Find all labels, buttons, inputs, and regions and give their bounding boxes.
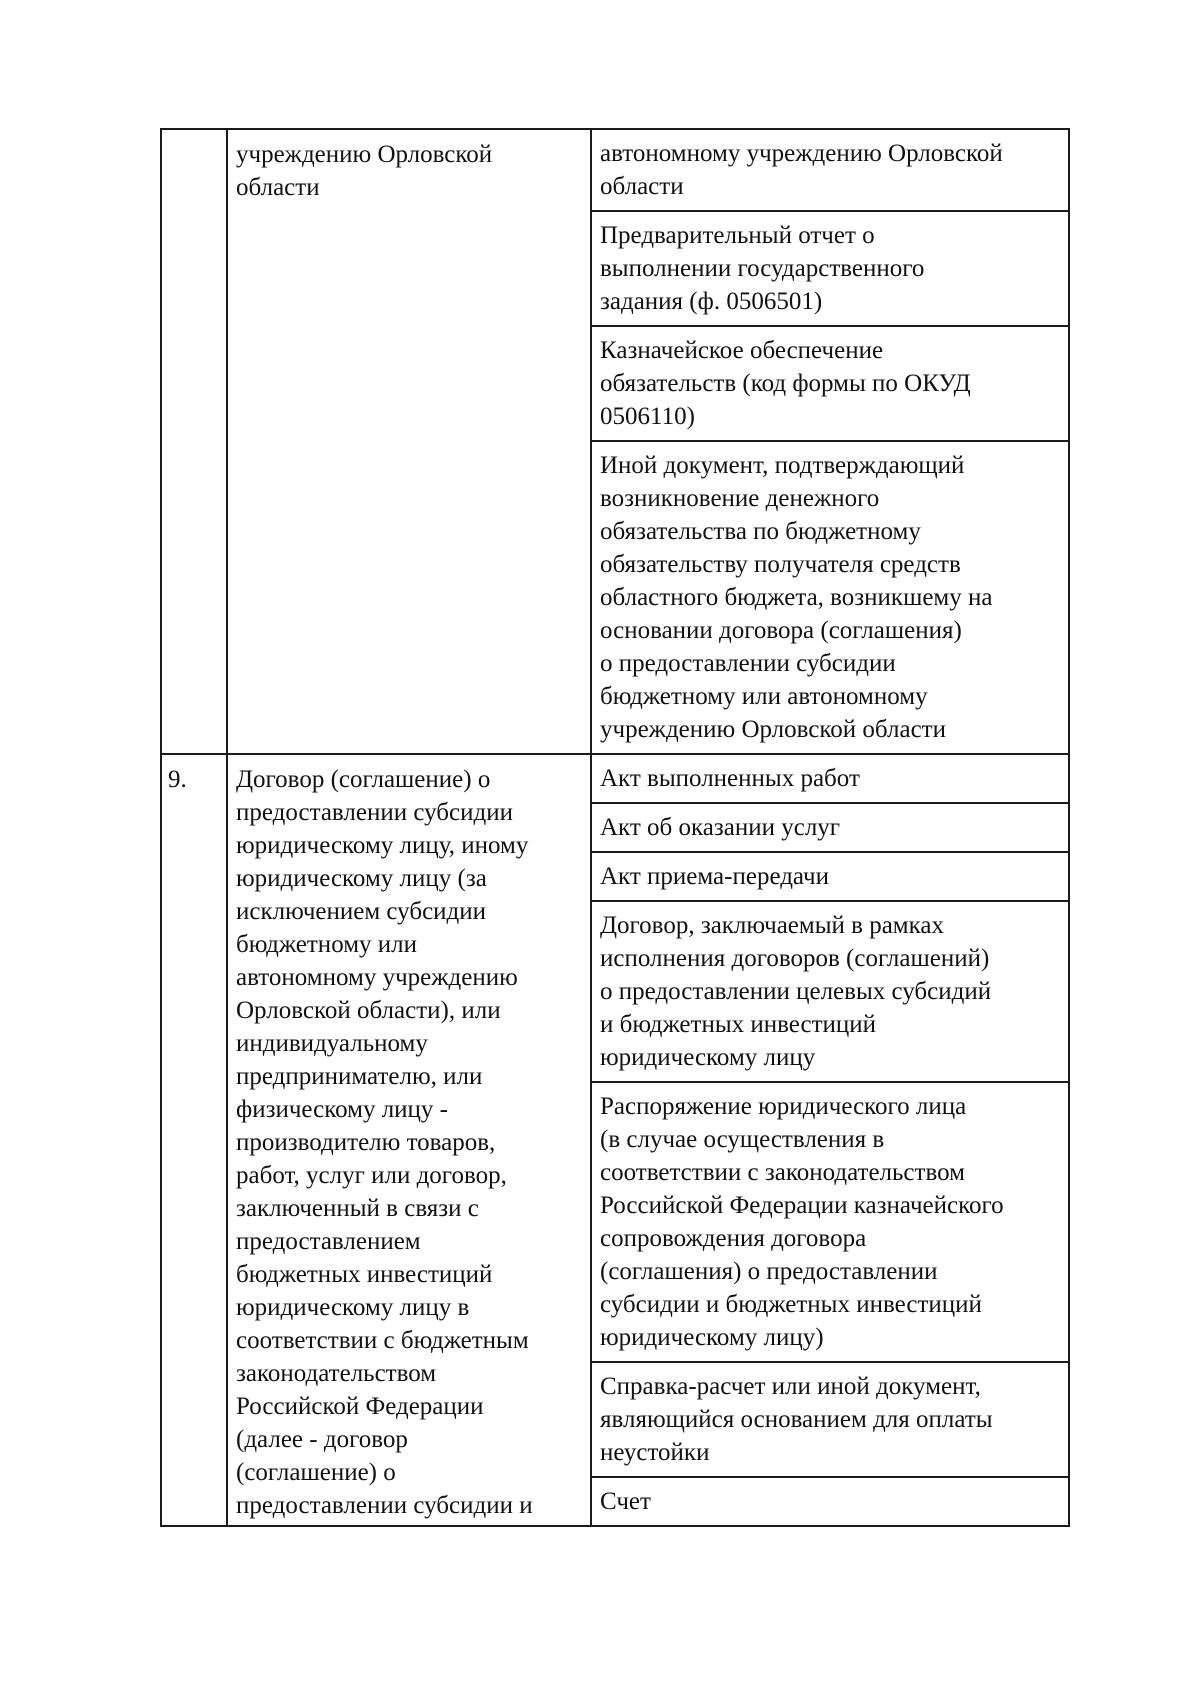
text-line: о предоставлении субсидии	[600, 650, 896, 677]
text-line: предпринимателю, или	[236, 1063, 483, 1090]
text-line: Предварительный отчет о	[600, 222, 875, 249]
text-line: области	[236, 174, 320, 201]
document-cell	[591, 1082, 1069, 1362]
text-line: автономному учреждению	[236, 964, 518, 991]
text-line: соответствии с законодательством	[600, 1159, 965, 1186]
text-line: предоставлением	[236, 1228, 421, 1255]
text-line: учреждению Орловской области	[600, 716, 946, 743]
text-line: возникновение денежного	[600, 485, 880, 512]
text-line: физическому лицу -	[236, 1096, 448, 1123]
text-line: являющийся основанием для оплаты	[600, 1406, 993, 1433]
agreement-name	[228, 755, 590, 1522]
table-row	[161, 754, 1069, 803]
text-line: соответствии с бюджетным	[236, 1327, 529, 1354]
document-cell	[591, 754, 1069, 803]
text-line: обязательству получателя средств	[600, 551, 961, 578]
text-line: юридическому лицу (за	[236, 865, 487, 892]
text-line: сопровождения договора	[600, 1225, 867, 1252]
text-line: области	[600, 173, 684, 200]
document-cell	[591, 1362, 1069, 1477]
row-number	[162, 130, 226, 138]
document-type	[592, 1363, 1068, 1476]
text-line: Договор (соглашение) о	[236, 766, 491, 793]
text-line: Счет	[600, 1488, 651, 1515]
document-type	[592, 1478, 1068, 1525]
text-line: учреждению Орловской	[236, 141, 493, 168]
text-line: бюджетному или автономному	[600, 683, 928, 710]
text-line: субсидии и бюджетных инвестиций	[600, 1291, 982, 1318]
text-line: областного бюджета, возникшему на	[600, 584, 993, 611]
document-cell	[591, 1477, 1069, 1526]
document-cell	[591, 129, 1069, 211]
document-type	[592, 853, 1068, 900]
agreement-name-cell	[227, 754, 591, 1526]
agreement-name-cell	[227, 129, 591, 754]
document-cell	[591, 803, 1069, 852]
text-line: юридическому лицу)	[600, 1324, 824, 1351]
text-line: юридическому лицу	[600, 1044, 816, 1071]
text-line: Акт выполненных работ	[600, 765, 860, 792]
text-line: Акт приема-передачи	[600, 863, 829, 890]
text-line: автономному учреждению Орловской	[600, 140, 1003, 167]
text-line: (соглашение) о	[236, 1459, 396, 1486]
text-line: предоставлении субсидии и	[236, 1492, 533, 1519]
text-line: Распоряжение юридического лица	[600, 1093, 967, 1120]
row-number: 9.	[168, 766, 187, 793]
text-line: Договор, заключаемый в рамках	[600, 912, 944, 939]
document-type	[592, 442, 1068, 753]
document-cell	[591, 901, 1069, 1082]
text-line: исполнения договоров (соглашений)	[600, 945, 990, 972]
text-line: обязательства по бюджетному	[600, 518, 921, 545]
text-line: заключенный в связи с	[236, 1195, 479, 1222]
text-line: обязательств (код формы по ОКУД	[600, 370, 971, 397]
text-line: работ, услуг или договор,	[236, 1162, 507, 1189]
document-cell	[591, 441, 1069, 754]
text-line: бюджетных инвестиций	[236, 1261, 493, 1288]
text-line: Орловской области), или	[236, 997, 501, 1024]
text-line: выполнении государственного	[600, 255, 925, 282]
document-type	[592, 804, 1068, 851]
document-type	[592, 327, 1068, 440]
document-cell	[591, 211, 1069, 326]
text-line: задания (ф. 0506501)	[600, 288, 823, 315]
text-line: о предоставлении целевых субсидий	[600, 978, 992, 1005]
text-line: неустойки	[600, 1439, 710, 1466]
text-line: Акт об оказании услуг	[600, 814, 841, 841]
document-type	[592, 212, 1068, 325]
document-type	[592, 130, 1068, 210]
text-line: Российской Федерации казначейского	[600, 1192, 1004, 1219]
document-type	[592, 755, 1068, 802]
text-line: 0506110)	[600, 403, 695, 430]
agreement-name	[228, 130, 590, 204]
text-line: (далее - договор	[236, 1426, 408, 1453]
document-cell	[591, 852, 1069, 901]
text-line: и бюджетных инвестиций	[600, 1011, 877, 1038]
text-line: (в случае осуществления в	[600, 1126, 885, 1153]
text-line: основании договора (соглашения)	[600, 617, 962, 644]
document-table	[160, 128, 1070, 1527]
text-line: Иной документ, подтверждающий	[600, 452, 965, 479]
text-line: исключением субсидии	[236, 898, 487, 925]
row-number-cell	[161, 129, 227, 754]
text-line: (соглашения) о предоставлении	[600, 1258, 938, 1285]
text-line: законодательством	[236, 1360, 437, 1387]
text-line: Справка-расчет или иной документ,	[600, 1373, 981, 1400]
text-line: индивидуальному	[236, 1030, 428, 1057]
document-cell	[591, 326, 1069, 441]
document-type	[592, 1083, 1068, 1361]
text-line: Казначейское обеспечение	[600, 337, 884, 364]
text-line: бюджетному или	[236, 931, 418, 958]
text-line: юридическому лицу в	[236, 1294, 470, 1321]
text-line: предоставлении субсидии	[236, 799, 513, 826]
text-line: Российской Федерации	[236, 1393, 484, 1420]
text-line: юридическому лицу, иному	[236, 832, 529, 859]
table-row	[161, 129, 1069, 211]
document-type	[592, 902, 1068, 1081]
row-number-cell	[161, 754, 227, 1526]
text-line: производителю товаров,	[236, 1129, 496, 1156]
